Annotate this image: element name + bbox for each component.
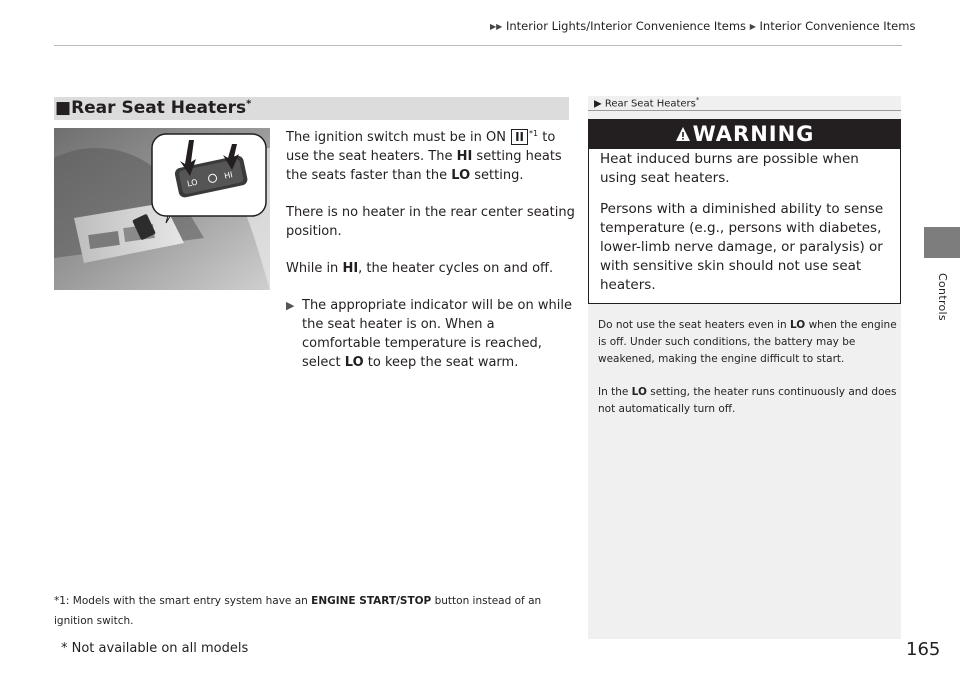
paragraph: The ignition switch must be in ON II $^{*1}$ to use the seat heaters. The HI setting heats the seats faster than the LO setting. xyxy=(286,129,562,183)
warning-paragraph: Heat induced burns are possible when using seat heaters. xyxy=(600,151,859,186)
note-text xyxy=(598,317,898,434)
section-title-asterisk: * xyxy=(246,98,252,110)
warning-paragraph: Persons with a diminished ability to sense temperature (e.g., persons with diabetes, lower-limb nerve damage, or paralysis) or with sensitive skin should not use seat heaters. xyxy=(600,201,884,293)
breadcrumb-item[interactable]: Interior Lights/Interior Convenience Items xyxy=(505,19,747,33)
footnote-ref[interactable]: *1 xyxy=(529,129,539,138)
section-tab-marker xyxy=(924,227,960,258)
note-paragraph: Do not use the seat heaters even in LO when the engine is off. Under such conditions, the battery may be weakened, making the engine difficult to start. xyxy=(598,319,897,365)
body-text xyxy=(286,124,576,390)
note-title: ▶ Rear Seat Heaters* xyxy=(594,96,700,110)
section-marker-icon: ■ xyxy=(55,98,72,118)
warning-text xyxy=(600,150,890,307)
section-tab-label: Controls xyxy=(936,273,949,321)
sub-paragraph: ▶ The appropriate indicator will be on while the seat heater is on. When a comfortable temperature is reached, select LO to keep the seat warm. xyxy=(286,298,572,370)
footnote: *1: Models with the smart entry system have an ENGINE START/STOP button instead of an ignition switch. xyxy=(54,595,542,627)
switch-lo-label: LO xyxy=(186,177,199,189)
paragraph: While in HI, the heater cycles on and off. xyxy=(286,261,554,276)
section-title-text: Rear Seat Heaters xyxy=(71,98,247,118)
note-rule xyxy=(588,110,901,111)
note-icon: ▶ xyxy=(594,98,602,110)
note-paragraph: In the LO setting, the heater runs continuously and does not automatically turn off. xyxy=(598,386,897,415)
header-rule xyxy=(54,45,902,46)
breadcrumb xyxy=(490,19,915,33)
availability-note: * Not available on all models xyxy=(61,641,249,656)
paragraph: There is no heater in the rear center seating position. xyxy=(286,205,575,239)
warning-label: WARNING xyxy=(692,122,815,146)
seat-heater-switch-illustration xyxy=(54,128,270,290)
switch-hi-label: HI xyxy=(223,170,234,181)
breadcrumb-arrow-icon: ▶ xyxy=(749,22,756,31)
section-title xyxy=(55,98,251,118)
bullet-arrow-icon: ▶ xyxy=(286,299,295,312)
breadcrumb-item[interactable]: Interior Convenience Items xyxy=(759,19,916,33)
warning-triangle-icon xyxy=(675,126,691,142)
warning-header xyxy=(588,119,901,149)
breadcrumb-arrow-icon: ▶▶ xyxy=(490,22,503,31)
page-number: 165 xyxy=(906,639,941,660)
ignition-position-badge: II xyxy=(511,129,528,145)
